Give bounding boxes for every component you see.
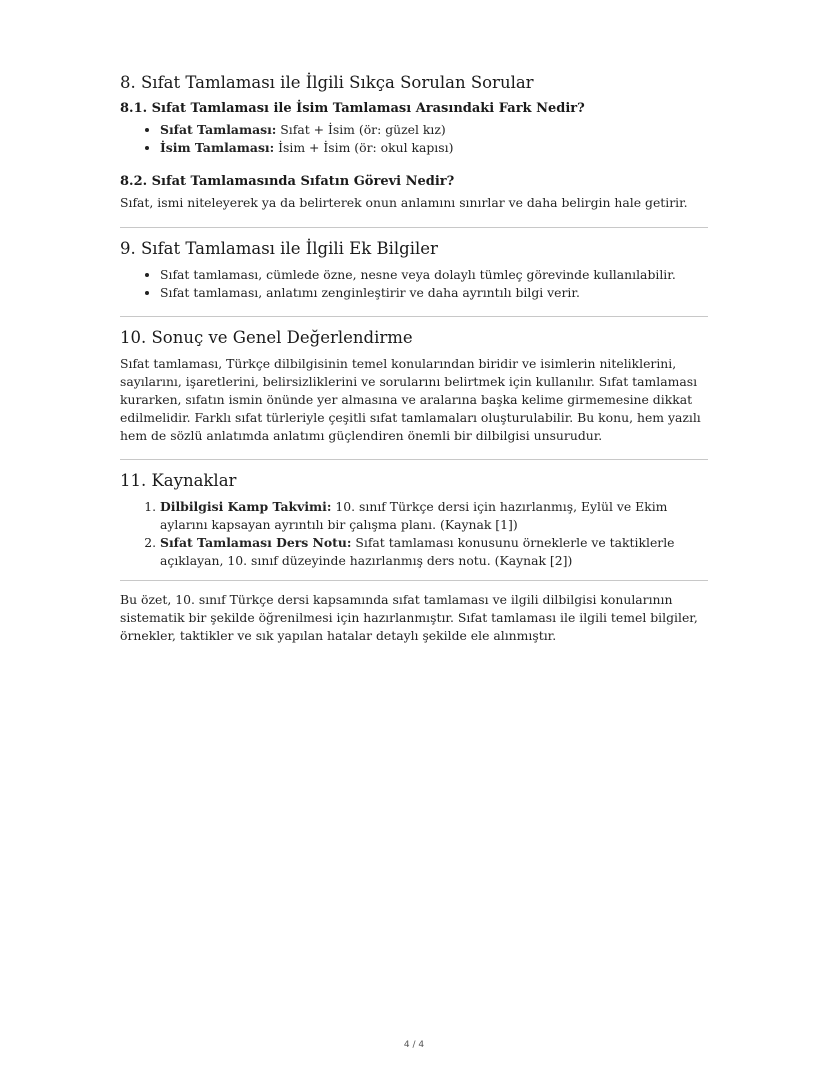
section-10-title: 10. Sonuç ve Genel Değerlendirme [120, 328, 413, 347]
section-10-text: Sıfat tamlaması, Türkçe dilbilgisinin temel konularından biridir ve isimlerin niteliklerini, sayılarını, işaretlerini, belirsizliklerini ve sorularını belirtmek için kullanılır. Sıfat tamlaması kurarken, sıfatın ismin önünde yer almasına ve aralarına başka kelime girmemesine dikkat edilmelidir. Farklı sıfat türleriyle çeşitli sıfat tamlamaları oluşturulabilir. Bu konu, hem yazılı hem de sözlü anlatımda anlatımı güçlendiren önemli bir dilbilgisi unsurudur. [120, 356, 701, 443]
list-item [160, 121, 708, 139]
section-11 [120, 470, 708, 570]
reference-item [160, 534, 708, 570]
section-9-list [120, 266, 708, 302]
item-label: İsim Tamlaması: [160, 140, 275, 155]
summary-text: Bu özet, 10. sınıf Türkçe dersi kapsamında sıfat tamlaması ve ilgili dilbilgisi konularının sistematik bir şekilde öğrenilmesi için hazırlanmıştır. Sıfat tamlaması ile ilgili temel bilgiler, örnekler, taktikler ve sık yapılan hatalar detaylı şekilde ele alınmıştır. [120, 592, 698, 643]
section-8 [120, 72, 708, 212]
reference-label: Sıfat Tamlaması Ders Notu: [160, 535, 352, 550]
reference-text: 10. sınıf Türkçe dersi için hazırlanmış, Eylül ve Ekim aylarını kapsayan ayrıntılı bir çalışma planı. (Kaynak [1]) [160, 499, 668, 532]
item-label: Sıfat Tamlaması: [160, 122, 277, 137]
faq-2-title: 8.2. Sıfat Tamlamasında Sıfatın Görevi Nedir? [120, 174, 455, 189]
section-11-title: 11. Kaynaklar [120, 471, 237, 490]
list-item: • Sıfat tamlaması, anlatımı zenginleştirir ve daha ayrıntılı bilgi verir. [160, 284, 708, 302]
list-item [160, 139, 708, 157]
section-8-title: 8. Sıfat Tamlaması ile İlgili Sıkça Sorulan Sorular [120, 73, 534, 92]
reference-item [160, 498, 708, 534]
item-text: Sıfat + İsim (ör: güzel kız) [276, 122, 446, 137]
faq-2-answer: Sıfat, ismi niteleyerek ya da belirterek onun anlamını sınırlar ve daha belirgin hale getirir. [120, 195, 688, 210]
faq-1-list [120, 121, 708, 157]
references-list [120, 498, 708, 570]
page-number: 4 / 4 [403, 1040, 425, 1050]
document-page [120, 72, 708, 645]
reference-text: Sıfat tamlaması konusunu örneklerle ve taktiklerle açıklayan, 10. sınıf düzeyinde hazırlanmış ders notu. (Kaynak [2]) [160, 535, 675, 568]
list-item: • Sıfat tamlaması, cümlede özne, nesne veya dolaylı tümleç görevinde kullanılabilir. [160, 266, 708, 284]
item-text: İsim + İsim (ör: okul kapısı) [274, 140, 454, 155]
reference-label: Dilbilgisi Kamp Takvimi: [160, 499, 332, 514]
section-9-title: 9. Sıfat Tamlaması ile İlgili Ek Bilgiler [120, 239, 438, 258]
section-10 [120, 327, 708, 445]
faq-1-title: 8.1. Sıfat Tamlaması ile İsim Tamlaması Arasındaki Fark Nedir? [120, 101, 585, 116]
section-9 [120, 238, 708, 302]
